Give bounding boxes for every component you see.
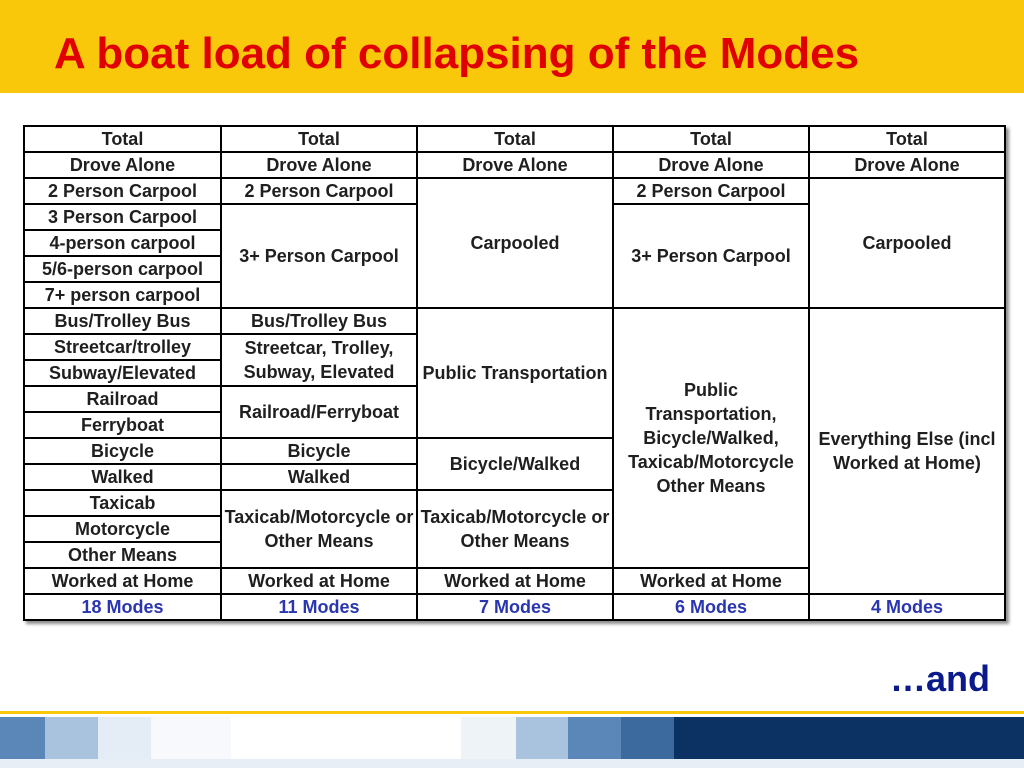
table-cell: Taxicab (24, 490, 221, 516)
mode-count: 18 Modes (24, 594, 221, 620)
table-cell: 5/6-person carpool (24, 256, 221, 282)
table-cell: Subway/Elevated (24, 360, 221, 386)
footer-block (621, 717, 674, 759)
table-cell: Walked (24, 464, 221, 490)
table-cell: Other Means (24, 542, 221, 568)
table-cell: Railroad (24, 386, 221, 412)
table-cell: Bus/Trolley Bus (221, 308, 417, 334)
table-row (24, 308, 1005, 334)
footer-block (674, 717, 1024, 759)
table-cell: Worked at Home (24, 568, 221, 594)
footer-block (0, 717, 45, 759)
table-cell: Drove Alone (24, 152, 221, 178)
footer-block (45, 717, 98, 759)
mode-count: 6 Modes (613, 594, 809, 620)
footer-block (568, 717, 621, 759)
footer-block (151, 717, 231, 759)
table-cell: Bicycle (221, 438, 417, 464)
table-cell: Total (24, 126, 221, 152)
table-cell: Total (417, 126, 613, 152)
mode-count: 11 Modes (221, 594, 417, 620)
table-cell: Total (221, 126, 417, 152)
table-row (24, 178, 1005, 204)
table-cell: 4-person carpool (24, 230, 221, 256)
title-bar (0, 0, 1024, 93)
table-cell: 3+ Person Carpool (613, 204, 809, 308)
table-cell: Motorcycle (24, 516, 221, 542)
table-cell: Bicycle/Walked (417, 438, 613, 490)
table-cell: 3+ Person Carpool (221, 204, 417, 308)
table-cell: Taxicab/Motorcycle or Other Means (417, 490, 613, 568)
table-cell: 7+ person carpool (24, 282, 221, 308)
table-cell: 2 Person Carpool (221, 178, 417, 204)
table-cell: Drove Alone (613, 152, 809, 178)
mode-count: 4 Modes (809, 594, 1005, 620)
table-cell: Taxicab/Motorcycle or Other Means (221, 490, 417, 568)
table-cell: Public Transportation (417, 308, 613, 438)
table-row (24, 594, 1005, 620)
footer-bottom-strip (0, 759, 1024, 768)
table-cell: Public Transportation, Bicycle/Walked, Taxicab/Motorcycle Other Means (613, 308, 809, 568)
footer-block (98, 717, 151, 759)
footnote-and: …and (889, 658, 990, 699)
footer-block (516, 717, 568, 759)
mode-count: 7 Modes (417, 594, 613, 620)
table-cell: Worked at Home (417, 568, 613, 594)
table-cell: Ferryboat (24, 412, 221, 438)
table-cell: Everything Else (incl Worked at Home) (809, 308, 1005, 594)
table-cell: Streetcar, Trolley, Subway, Elevated (221, 334, 417, 386)
modes-table (23, 125, 1006, 621)
table-row (24, 152, 1005, 178)
table-cell: 2 Person Carpool (24, 178, 221, 204)
table-cell: Total (613, 126, 809, 152)
table-cell: Worked at Home (221, 568, 417, 594)
table-cell: Bus/Trolley Bus (24, 308, 221, 334)
footer-block (231, 717, 461, 759)
table-cell: Streetcar/trolley (24, 334, 221, 360)
table-cell: Walked (221, 464, 417, 490)
table-cell: Carpooled (809, 178, 1005, 308)
table-cell: Total (809, 126, 1005, 152)
footer-divider (0, 711, 1024, 714)
footer-band (0, 717, 1024, 759)
table-cell: Worked at Home (613, 568, 809, 594)
slide-title: A boat load of collapsing of the Modes (54, 29, 860, 78)
footer-block (461, 717, 516, 759)
table-cell: Railroad/Ferryboat (221, 386, 417, 438)
table-cell: 3 Person Carpool (24, 204, 221, 230)
table-cell: Drove Alone (417, 152, 613, 178)
table-cell: Drove Alone (809, 152, 1005, 178)
table-cell: 2 Person Carpool (613, 178, 809, 204)
table-cell: Carpooled (417, 178, 613, 308)
table-cell: Bicycle (24, 438, 221, 464)
table-cell: Drove Alone (221, 152, 417, 178)
table-row (24, 126, 1005, 152)
